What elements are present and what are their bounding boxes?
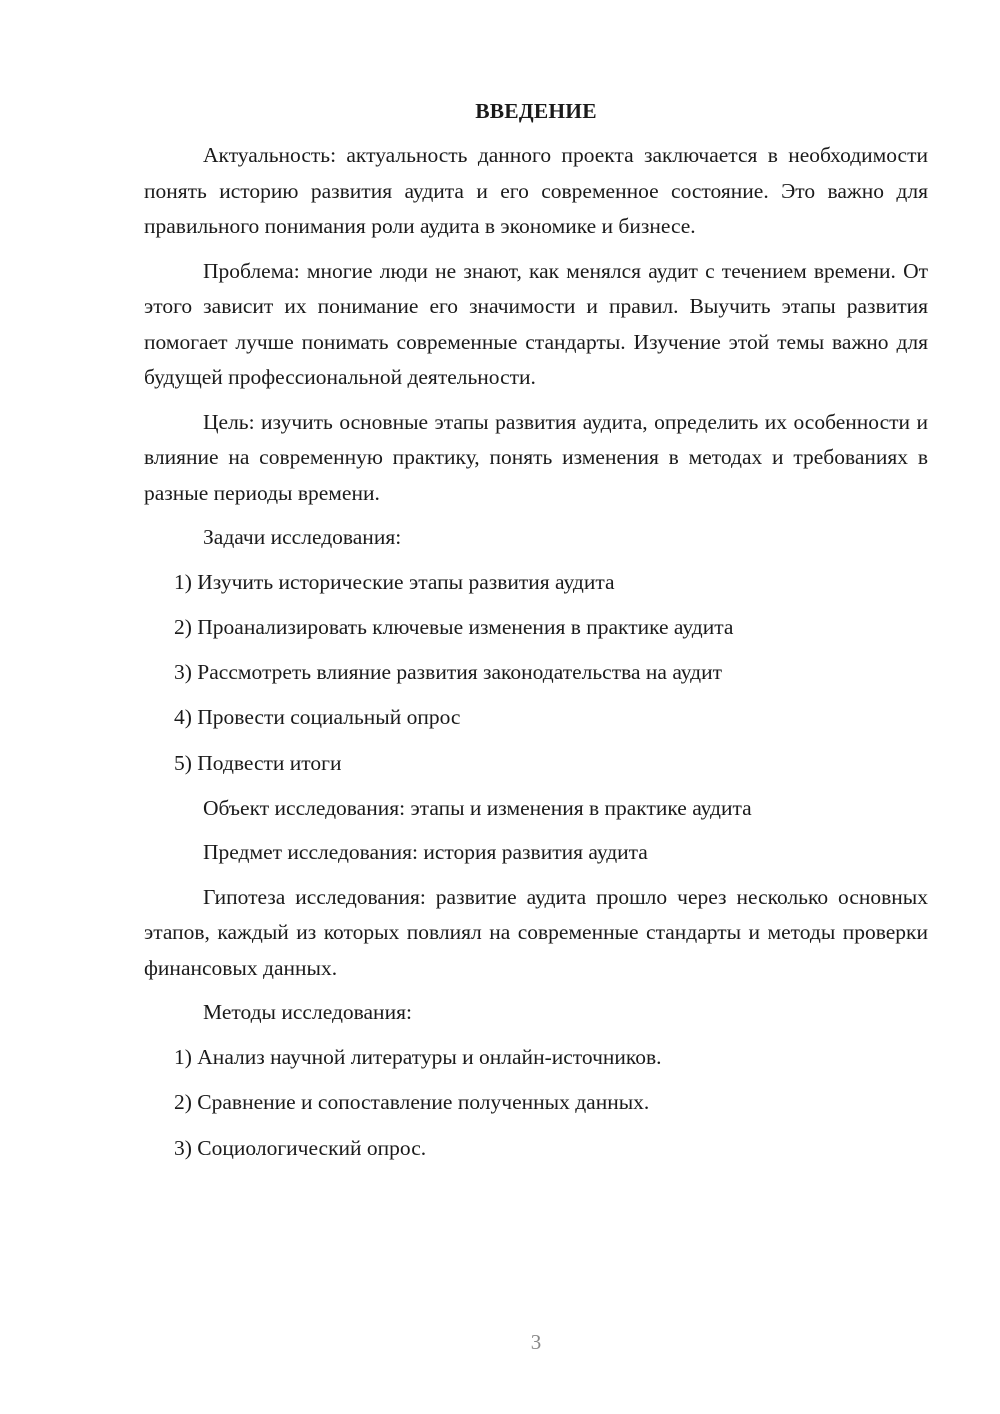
goal-paragraph: Цель: изучить основные этапы развития аудита, определить их особенности и влияние на современную практику, понять изменения в методах и требованиях в разные периоды времени. — [144, 409, 928, 505]
subject-paragraph: Предмет исследования: история развития аудита — [203, 840, 648, 865]
list-item: 3) Рассмотреть влияние развития законодательства на аудит — [174, 660, 723, 685]
methods-list — [144, 1040, 928, 1166]
tasks-list — [144, 565, 928, 782]
list-item: 4) Провести социальный опрос — [174, 705, 461, 730]
methods-heading: Методы исследования: — [203, 1000, 412, 1025]
list-item: 3) Социологический опрос. — [174, 1135, 427, 1160]
section-title: ВВЕДЕНИЕ — [475, 99, 597, 123]
document-page — [144, 96, 928, 1176]
list-item: 2) Сравнение и сопоставление полученных данных. — [174, 1090, 650, 1115]
tasks-heading: Задачи исследования: — [203, 525, 402, 549]
list-item: 5) Подвести итоги — [174, 750, 342, 775]
hypothesis-paragraph: Гипотеза исследования: развитие аудита прошло через несколько основных этапов, каждый из которых повлиял на современные стандарты и методы проверки финансовых данных. — [144, 884, 928, 980]
list-item: 1) Анализ научной литературы и онлайн-источников. — [174, 1044, 662, 1069]
list-item: 1) Изучить исторические этапы развития аудита — [174, 569, 615, 594]
problem-paragraph: Проблема: многие люди не знают, как менялся аудит с течением времени. От этого зависит их понимание его значимости и правил. Выучить этапы развития помогает лучше понимать современные стандарты. Изучение этой темы важно для будущей профессиональной деятельности. — [144, 258, 928, 389]
object-paragraph: Объект исследования: этапы и изменения в практике аудита — [203, 795, 752, 820]
relevance-paragraph: Актуальность: актуальность данного проекта заключается в необходимости понять историю развития аудита и его современное состояние. Это важно для правильного понимания роли аудита в экономике и бизнесе. — [144, 143, 928, 238]
list-item: 2) Проанализировать ключевые изменения в практике аудита — [174, 614, 734, 639]
page-number: 3 — [530, 1330, 542, 1354]
